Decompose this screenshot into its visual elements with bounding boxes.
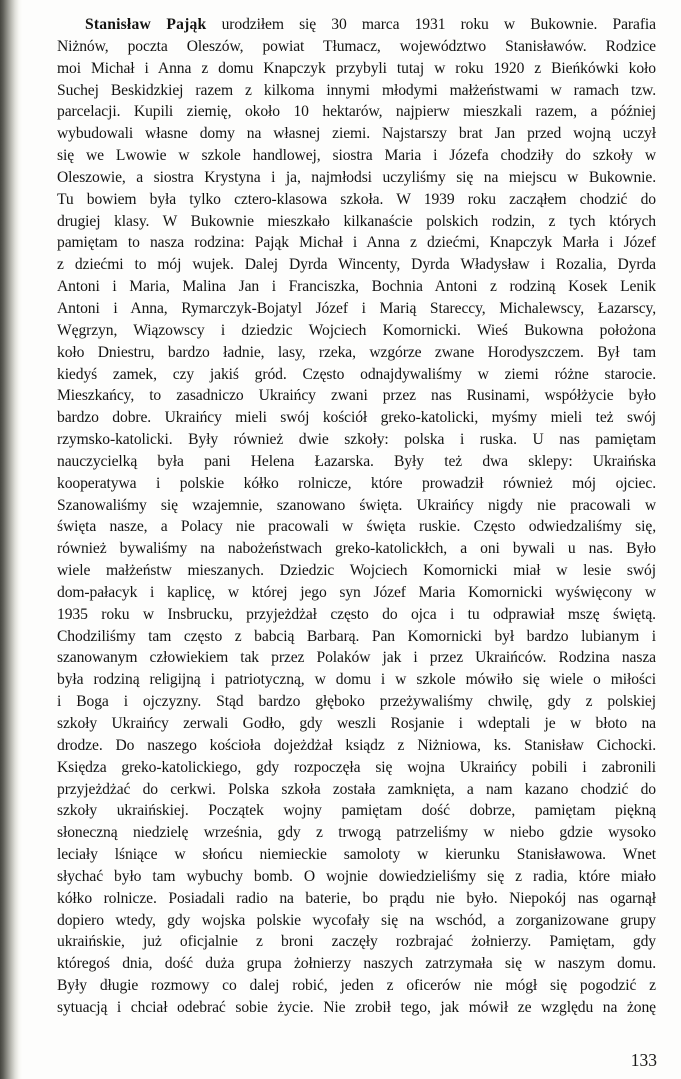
text-line: Niżnów, poczta Oleszów, powiat Tłumacz, województwo Stanisławów. Rodzice: [57, 37, 656, 55]
author-name-bold: Stanisław Pająk: [85, 16, 207, 33]
text-line: z dziećmi to mój wujek. Dalej Dyrda Wincenty, Dyrda Władysław i Rozalia, Dyrda: [57, 256, 656, 274]
text-line: ukraińskie, już oficjalnie z broni zaczęły rozbrajać żołnierzy. Pamiętam, gdy: [57, 933, 656, 951]
text-line: moi Michał i Anna z domu Knapczyk przybyli tutaj w roku 1920 z Bieńkówki koło: [57, 59, 656, 77]
page-number: 133: [630, 1050, 657, 1070]
text-line: Węgrzyn, Wiązowscy i dziedzic Wojciech Komornicki. Wieś Bukowna położona: [57, 321, 656, 339]
text-line: Tu bowiem była tylko cztero-klasowa szkoła. W 1939 roku zacząłem chodzić do: [57, 190, 656, 208]
text-line: rzymsko-katolicki. Były również dwie szkoły: polska i ruska. U nas pamiętam: [57, 431, 656, 449]
text-line: sytuacją i chciał odebrać sobie życie. Nie zrobił tego, jak mówił ze względu na żonę: [57, 998, 656, 1016]
text-line: się we Lwowie w szkole handlowej, siostra Maria i Józefa chodziły do szkoły w: [57, 147, 656, 165]
scan-binding-shadow: [0, 0, 22, 1079]
text-line: leciały lśniące w słońcu niemieckie samoloty w kierunku Stanisławowa. Wnet: [57, 846, 656, 864]
text-line: wiele małżeństw mieszanych. Dziedzic Wojciech Komornicki miał w lesie swój: [57, 562, 656, 580]
text-line: pamiętam to nasza rodzina: Pająk Michał i Anna z dziećmi, Knapczyk Marła i Józef: [57, 234, 656, 252]
text-line: Chodziliśmy tam często z babcią Barbarą. Pan Komornicki był bardzo lubianym i: [57, 627, 656, 645]
paragraph-lines: [57, 36, 656, 1019]
text-line: kiedyś zamek, czy jakiś gród. Często odnajdywaliśmy w ziemi różne starocie.: [57, 365, 656, 383]
text-line: Mieszkańcy, to zasadniczo Ukraińcy zwani przez nas Rusinami, współżycie było: [57, 387, 656, 405]
text-line: i Boga i ojczyzny. Stąd bardzo głęboko przeżywaliśmy chwilę, gdy z polskiej: [57, 693, 656, 711]
text-line: wybudowali własne domy na własnej ziemi. Najstarszy brat Jan przed wojną uczył: [57, 125, 656, 143]
text-line: również bywaliśmy na nabożeństwach greko-katolickłch, a oni bywali u nas. Było: [57, 540, 656, 558]
text-line: Oleszowie, a siostra Krystyna i ja, najmłodsi uczyliśmy się na miejscu w Bukownie.: [57, 168, 656, 186]
text-line: kooperatywa i polskie kółko rolnicze, które prowadził również mój ojciec.: [57, 474, 656, 492]
text-line: święta nasze, a Polacy nie pracowali w święta ruskie. Często odwiedzaliśmy się,: [57, 518, 656, 536]
text-line: przyjeżdżać do cerkwi. Polska szkoła została zamknięta, a nam kazano chodzić do: [57, 780, 656, 798]
text-line: parcelacji. Kupili ziemię, około 10 hektarów, najpierw mieszkali razem, a później: [57, 103, 656, 121]
first-line-rest: urodziłem się 30 marca 1931 roku w Bukownie. Parafia: [221, 16, 656, 33]
text-line: 1935 roku w Insbrucku, przyjeżdżał często do ojca i tu odprawiał mszę świętą.: [57, 605, 656, 623]
text-line: była rodziną religijną i patriotyczną, w domu i w szkole mówiło się wiele o miłości: [57, 671, 656, 689]
text-line: Były długie rozmowy co dalej robić, jeden z oficerów nie mógł się pogodzić z: [57, 977, 656, 995]
text-line: dom-pałacyk i kaplicę, w której jego syn Józef Maria Komornicki wyświęcony w: [57, 583, 656, 601]
text-line: koło Dniestru, bardzo ładnie, lasy, rzeka, wzgórze zwane Horodyszczem. Był tam: [57, 343, 656, 361]
text-line: drodze. Do naszego kościoła dojeżdżał ksiądz z Niżniowa, ks. Stanisław Cichocki.: [57, 736, 656, 754]
text-line: dopiero wtedy, gdy wojska polskie wycofały się na wschód, a zorganizowane grupy: [57, 911, 656, 929]
text-line: kółko rolnicze. Posiadali radio na baterie, bo prądu nie było. Niepokój nas ogarnął: [57, 889, 656, 907]
text-line: bardzo dobre. Ukraińcy mieli swój kościół greko-katolicki, myśmy mieli też swój: [57, 409, 656, 427]
text-line: szkoły Ukraińcy zerwali Godło, gdy weszli Rosjanie i wdeptali je w błoto na: [57, 715, 656, 732]
text-line-first: [57, 14, 656, 36]
text-line: Antoni i Anna, Rymarczyk-Bojatyl Józef i Marią Stareccy, Michalewscy, Łazarscy,: [57, 299, 656, 317]
text-line: szanowanym człowiekiem tak przez Polaków jak i przez Ukraińców. Rodzina nasza: [57, 649, 656, 667]
text-line: któregoś dnia, dość duża grupa żołnierzy naszych zatrzymała się w naszym domu.: [57, 955, 656, 973]
text-line: Suchej Beskidzkiej razem z kilkoma innymi młodymi małżeństwami w ramach tzw.: [57, 81, 656, 99]
text-line: Księdza greko-katolickiego, gdy rozpoczęła się wojna Ukraińcy pobili i zabronili: [57, 758, 656, 776]
text-line: szkoły ukraińskiej. Początek wojny pamiętam dość dobrze, pamiętam piękną: [57, 802, 656, 820]
memoir-text-block: [57, 14, 656, 1019]
text-line: nauczycielką była pani Helena Łazarska. Były też dwa sklepy: Ukraińska: [57, 452, 656, 470]
text-line: Antoni i Maria, Malina Jan i Franciszka, Bochnia Antoni z rodziną Kosek Lenik: [57, 278, 656, 296]
text-line: drugiej klasy. W Bukownie mieszkało kilkanaście polskich rodzin, z tych których: [57, 212, 656, 230]
text-line: słoneczną niedzielę września, gdy z trwogą patrzeliśmy w niebo gdzie wysoko: [57, 824, 656, 842]
text-line: Szanowaliśmy się wzajemnie, szanowano święta. Ukraińcy nigdy nie pracowali w: [57, 496, 656, 514]
text-line: słychać było tam wybuchy bomb. O wojnie dowiedzieliśmy się z radia, które miało: [57, 867, 656, 885]
